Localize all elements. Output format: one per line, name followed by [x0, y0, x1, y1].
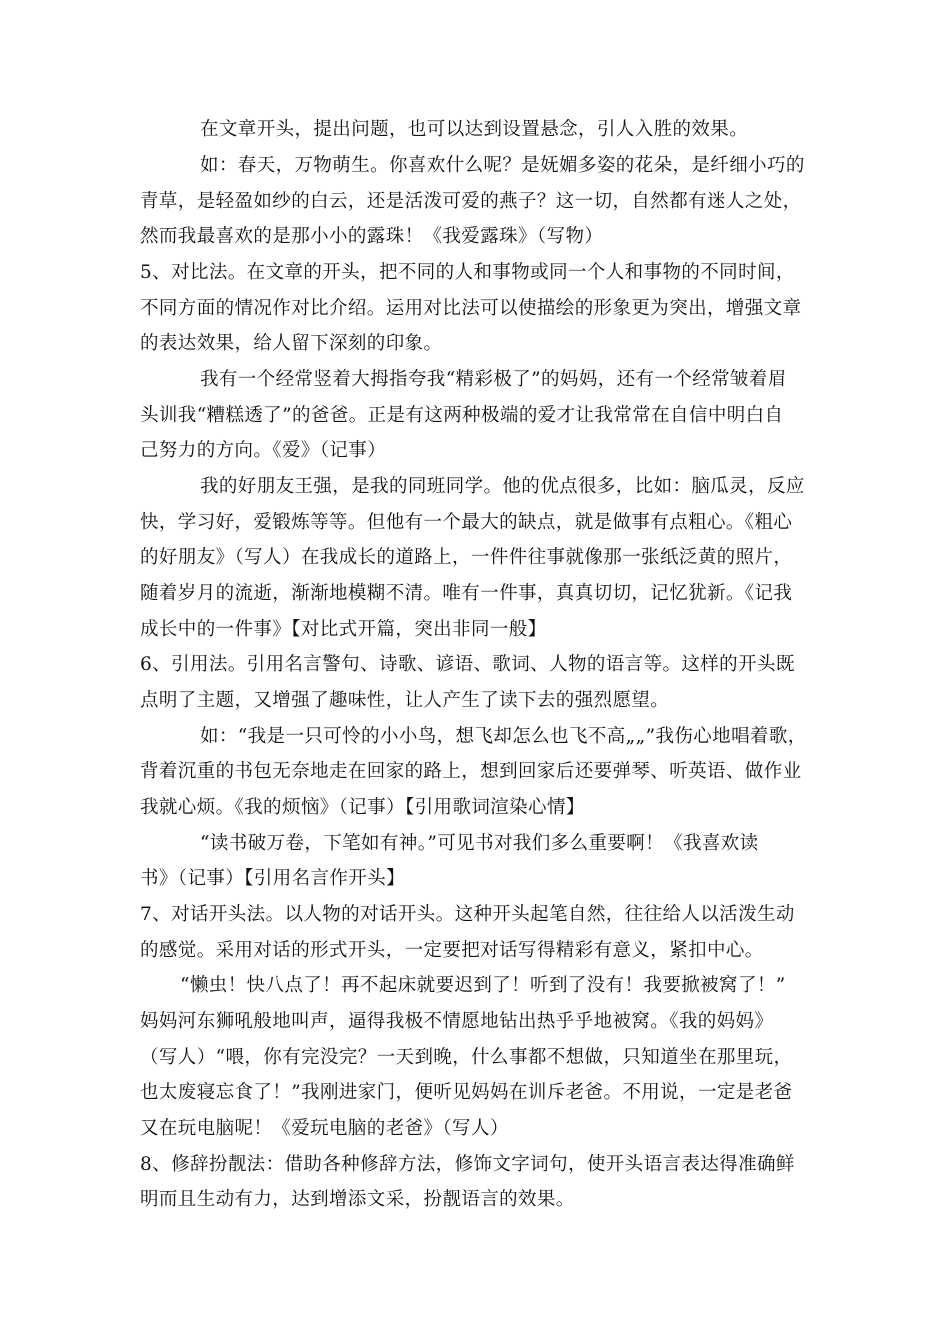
text-line-22: 书》（记事）【引用名言作开头】 [140, 868, 406, 889]
text-line-27: （写人）“喂，你有完没完？一天到晚，什么事都不想做，只知道坐在那里玩， [140, 1047, 793, 1068]
text-line-7: 的表达效果，给人留下深刻的印象。 [140, 333, 443, 354]
text-line-17: 点明了主题，又增强了趣味性，让人产生了读下去的强烈愿望。 [140, 690, 670, 711]
text-line-18: 如：“我是一只可怜的小小鸟，想飞却怎么也飞不高„„”我伤心地唱着歌， [200, 726, 807, 747]
text-line-1: 在文章开头，提出问题，也可以达到设置悬念，引人入胜的效果。 [200, 119, 749, 140]
text-line-5: 5、对比法。在文章的开头，把不同的人和事物或同一个人和事物的不同时间， [140, 262, 795, 283]
text-line-12: 快，学习好，爱锻炼等等。但他有一个最大的缺点，就是做事有点粗心。《粗心 [140, 512, 793, 533]
text-line-11: 我的好朋友王强，是我的同班同学。他的优点很多，比如：脑瓜灵，反应 [200, 476, 805, 497]
text-line-13: 的好朋友》（写人）在我成长的道路上，一件件往事就像那一张纸泛黄的照片， [140, 547, 793, 568]
text-line-30: 8、修辞扮靓法：借助各种修辞方法，修饰文字词句，使开头语言表达得准确鲜 [140, 1154, 795, 1175]
text-line-31: 明而且生动有力，达到增添文采，扮靓语言的效果。 [140, 1189, 575, 1210]
text-line-21: “读书破万卷，下笔如有神。”可见书对我们多么重要啊！《我喜欢读 [200, 833, 759, 854]
text-line-19: 背着沉重的书包无奈地走在回家的路上，想到回家后还要弹琴、听英语、做作业 [140, 761, 802, 782]
text-line-10: 己努力的方向。《爱》（记事） [140, 440, 387, 461]
text-line-25: “懒虫！快八点了！再不起床就要迟到了！听到了没有！我要掀被窝了！” [180, 975, 786, 996]
text-line-29: 又在玩电脑呢！《爱玩电脑的老爸》（写人） [140, 1118, 509, 1139]
text-line-15: 成长中的一件事》【对比式开篇，突出非同一般】 [140, 619, 547, 640]
text-line-8: 我有一个经常竖着大拇指夸我“精彩极了”的妈妈，还有一个经常皱着眉 [200, 369, 787, 390]
text-line-20: 我就心烦。《我的烦恼》（记事）【引用歌词渲染心情】 [140, 797, 585, 818]
text-line-6: 不同方面的情况作对比介绍。运用对比法可以使描绘的形象更为突出，增强文章 [140, 298, 802, 319]
text-line-14: 随着岁月的流逝，渐渐地模糊不清。唯有一件事，真真切切，记忆犹新。《记我 [140, 583, 793, 604]
text-line-23: 7、对话开头法。以人物的对话开头。这种开头起笔自然，往往给人以活泼生动 [140, 904, 795, 925]
text-line-16: 6、引用法。引用名言警句、诗歌、谚语、歌词、人物的语言等。这样的开头既 [140, 654, 795, 675]
text-line-24: 的感觉。采用对话的形式开头，一定要把对话写得精彩有意义，紧扣中心。 [140, 940, 764, 961]
text-line-3: 青草，是轻盈如纱的白云，还是活泼可爱的燕子？这一切，自然都有迷人之处， [140, 191, 802, 212]
text-line-4: 然而我最喜欢的是那小小的露珠！《我爱露珠》（写物） [140, 226, 604, 247]
text-line-9: 头训我“糟糕透了”的爸爸。正是有这两种极端的爱才让我常常在自信中明白自 [140, 405, 784, 426]
text-line-2: 如：春天，万物萌生。你喜欢什么呢？是妩媚多姿的花朵，是纤细小巧的 [200, 155, 805, 176]
text-line-26: 妈妈河东狮吼般地叫声，逼得我极不情愿地钻出热乎乎地被窝。《我的妈妈》 [140, 1011, 774, 1032]
text-line-28: 也太废寝忘食了！”我刚进家门，便听见妈妈在训斥老爸。不用说，一定是老爸 [140, 1082, 793, 1103]
